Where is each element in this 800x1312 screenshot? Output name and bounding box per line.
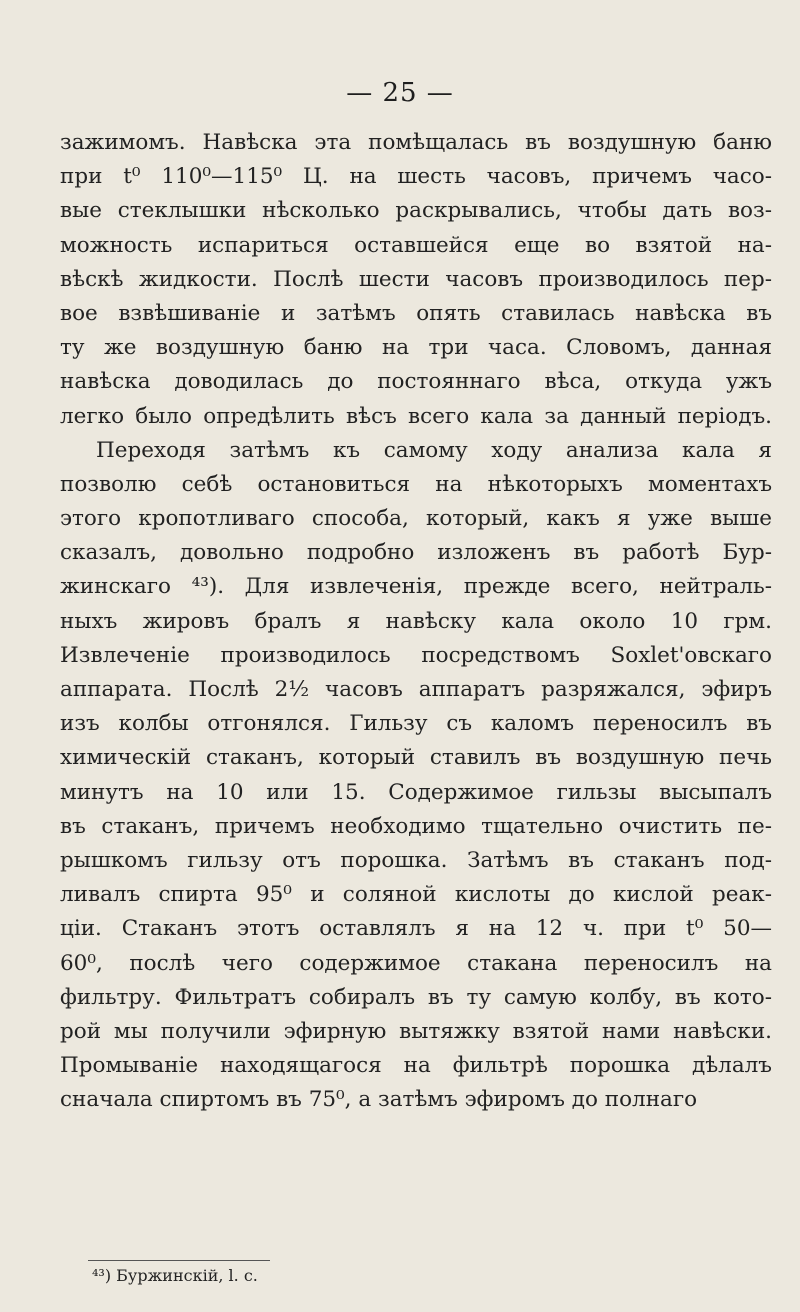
footnote-divider xyxy=(88,1260,270,1261)
text-line: вые стеклышки нѣсколько раскрывались, чтобы дать воз- xyxy=(60,198,772,224)
text-line: ту же воздушную баню на три часа. Словомъ, данная xyxy=(60,335,772,361)
text-line: жинскаго ⁴³). Для извлеченія, прежде всего, нейтраль- xyxy=(60,574,772,600)
page-number: — 25 — xyxy=(346,78,454,108)
body-text xyxy=(60,126,772,1117)
text-line: при t⁰ 110⁰—115⁰ Ц. на шесть часовъ, причемъ часо- xyxy=(60,164,772,190)
text-line: аппарата. Послѣ 2½ часовъ аппаратъ разряжался, эфиръ xyxy=(60,677,772,702)
text-line: вое взвѣшиваніе и затѣмъ опять ставилась навѣска въ xyxy=(60,300,772,326)
text-line: сначала спиртомъ въ 75⁰, а затѣмъ эфиромъ до полнаго xyxy=(60,1087,698,1113)
text-line: фильтру. Фильтратъ собиралъ въ ту самую колбу, въ кото- xyxy=(60,984,772,1010)
text-line: минутъ на 10 или 15. Содержимое гильзы высыпалъ xyxy=(60,779,772,805)
text-line: химическій стаканъ, который ставилъ въ воздушную печь xyxy=(60,745,772,771)
text-line: въ стаканъ, причемъ необходимо тщательно очистить пе- xyxy=(60,813,772,839)
footnote: ⁴³) Буржинскій, l. c. xyxy=(92,1266,258,1285)
text-line: легко было опредѣлить вѣсъ всего кала за данный періодъ. xyxy=(60,403,772,429)
text-line: Промываніе находящагося на фильтрѣ порошка дѣлалъ xyxy=(60,1053,772,1079)
text-line: сказалъ, довольно подробно изложенъ въ работѣ Бур- xyxy=(60,540,772,566)
text-line: этого кропотливаго способа, который, какъ я уже выше xyxy=(60,506,772,532)
text-line: 60⁰, послѣ чего содержимое стакана переносилъ на xyxy=(60,950,772,976)
text-line: рой мы получили эфирную вытяжку взятой нами навѣски. xyxy=(60,1018,772,1044)
text-line: ныхъ жировъ бралъ я навѣску кала около 10 грм. xyxy=(60,608,772,634)
text-line: ціи. Стаканъ этотъ оставлялъ я на 12 ч. при t⁰ 50— xyxy=(60,916,772,942)
text-line: вѣскѣ жидкости. Послѣ шести часовъ производилось пер- xyxy=(60,266,772,292)
text-line: Извлеченіе производилось посредствомъ Soxlet'овскаго xyxy=(60,642,772,668)
text-line: ливалъ спирта 95⁰ и соляной кислоты до кислой реак- xyxy=(60,882,772,908)
text-line: Переходя затѣмъ къ самому ходу анализа кала я xyxy=(96,437,772,463)
text-line: изъ колбы отгонялся. Гильзу съ каломъ переносилъ въ xyxy=(60,711,772,737)
text-line: позволю себѣ остановиться на нѣкоторыхъ моментахъ xyxy=(60,471,772,497)
text-line: зажимомъ. Навѣска эта помѣщалась въ воздушную баню xyxy=(60,130,772,155)
text-line: навѣска доводилась до постояннаго вѣса, откуда ужъ xyxy=(60,369,772,395)
text-line: можность испариться оставшейся еще во взятой на- xyxy=(60,232,772,258)
text-line: рышкомъ гильзу отъ порошка. Затѣмъ въ стаканъ под- xyxy=(60,847,772,873)
